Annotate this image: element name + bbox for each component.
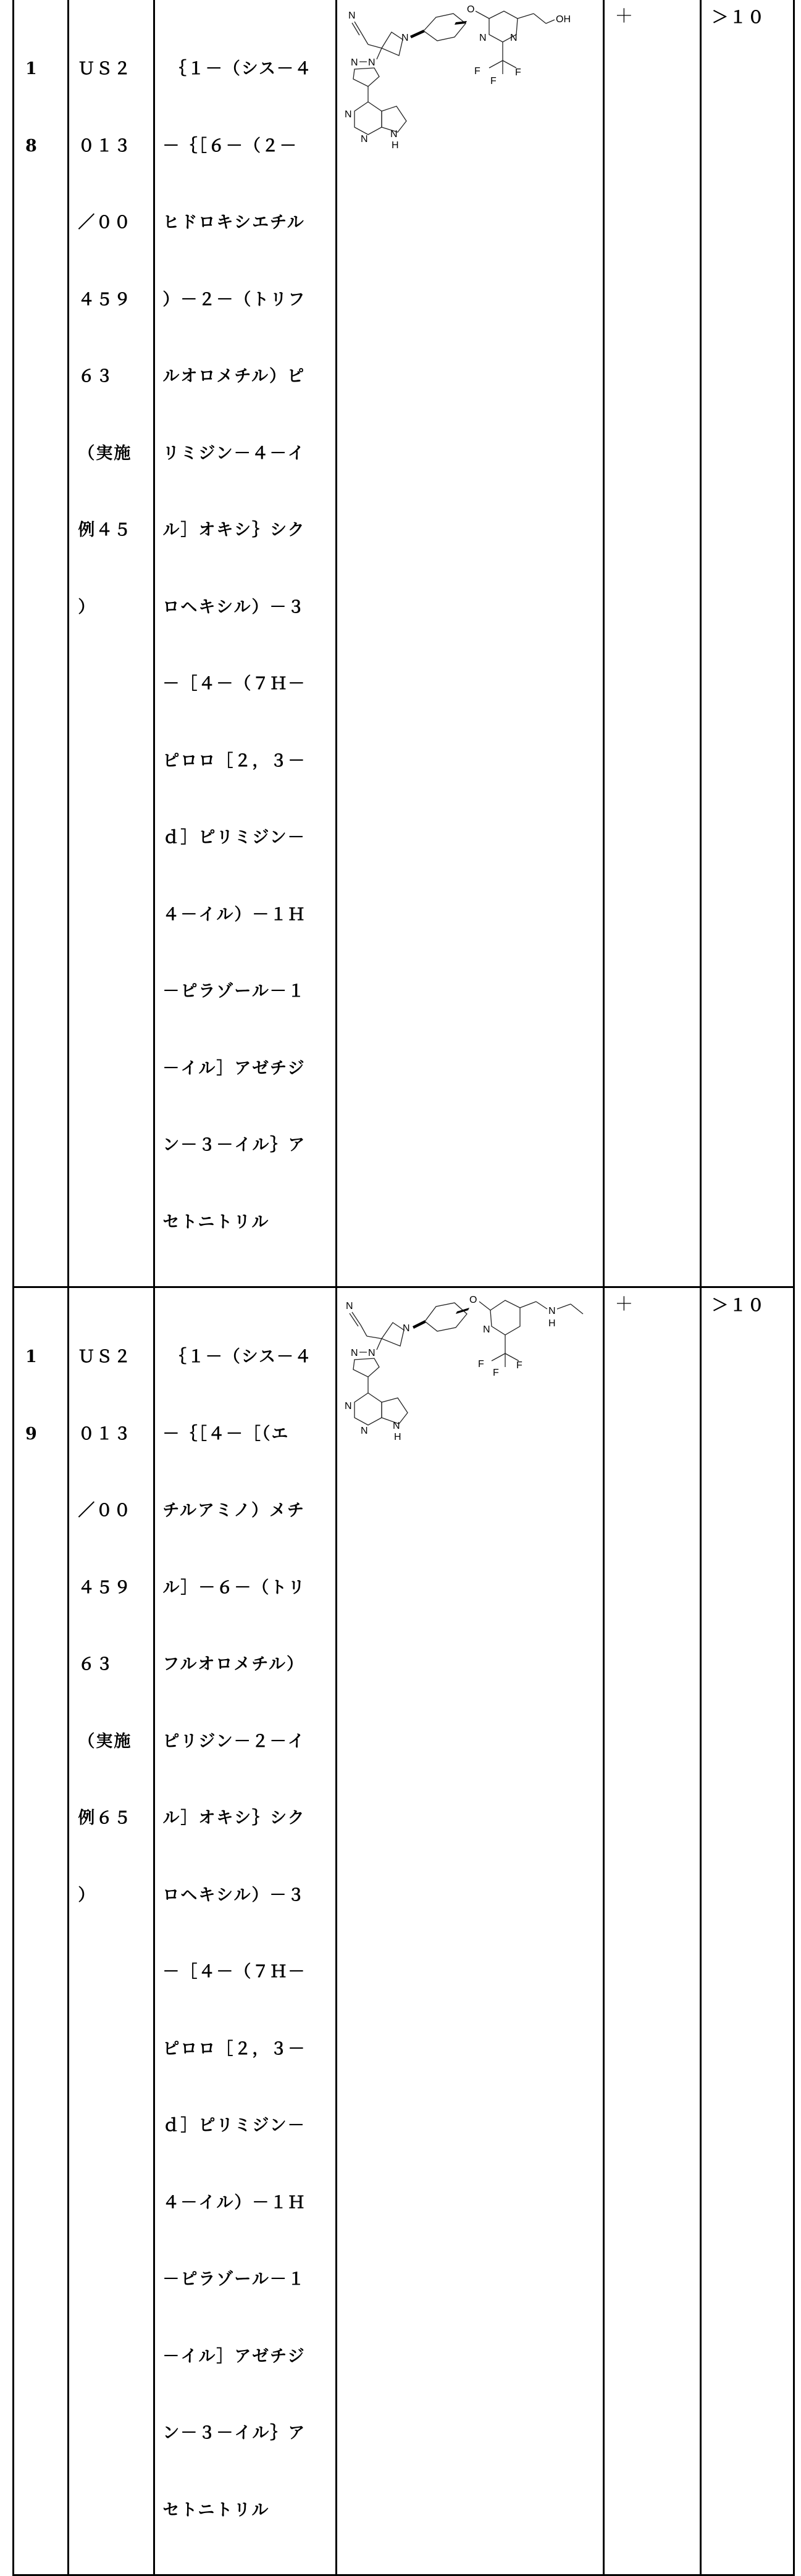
reference-line: ６３ (78, 1655, 114, 1674)
reference-line: ６３ (78, 367, 114, 386)
svg-text:F: F (478, 1359, 485, 1370)
svg-text:N: N (361, 1426, 368, 1436)
svg-text:F: F (474, 66, 481, 77)
reference-cell (69, 1287, 154, 2575)
svg-text:H: H (548, 1318, 556, 1329)
compound-name-line: －｛［６－（２－ (162, 136, 298, 156)
compound-name-line: ン－３－イル｝ア (162, 1135, 306, 1155)
reference-line: ４５９ (78, 290, 132, 309)
svg-text:N: N (346, 1301, 353, 1311)
svg-text:N: N (548, 1306, 556, 1316)
compound-name-line: ロヘキシル）－３ (162, 597, 306, 617)
svg-text:N: N (348, 10, 356, 21)
compound-name-line: －ピラゾール－１ (162, 2270, 306, 2289)
activity-a-cell: ＋ (604, 1287, 701, 2575)
compound-name-line: －｛［４－［（エ (162, 1424, 290, 1444)
compound-table (12, 0, 795, 2576)
compound-number-line: 1 (25, 1347, 38, 1366)
svg-text:N: N (351, 1348, 358, 1358)
compound-name-line: ピロロ［２，３－ (162, 751, 306, 771)
reference-line: ０１３ (78, 1424, 132, 1444)
compound-name-line: ピロロ［２，３－ (162, 2039, 306, 2059)
svg-text:N: N (479, 33, 487, 43)
svg-text:O: O (469, 1295, 477, 1305)
compound-name-line: ル］オキシ｝シク (162, 1809, 306, 1828)
svg-text:N: N (393, 1421, 400, 1431)
compound-name-line: チルアミノ）メチ (162, 1501, 306, 1520)
svg-text:H: H (394, 1432, 401, 1442)
svg-text:F: F (490, 76, 497, 86)
reference-line: ＵＳ２ (78, 1347, 132, 1366)
table-row (14, 0, 794, 1287)
reference-line: （実施 (78, 1731, 132, 1751)
svg-text:N: N (510, 33, 518, 43)
reference-line: ／００ (78, 213, 132, 232)
reference-line: ） (78, 1885, 96, 1905)
svg-text:N: N (390, 129, 398, 140)
compound-number-line: 8 (25, 136, 38, 156)
reference-line: 例６５ (78, 1809, 132, 1828)
compound-name-line: ｄ］ピリミジン－ (162, 2116, 306, 2135)
compound-name-line: セトニトリル (162, 2500, 270, 2520)
compound-number-line: 1 (25, 59, 38, 78)
svg-text:N: N (368, 1348, 375, 1358)
svg-text:OH: OH (556, 14, 571, 25)
compound-name-cell (154, 1287, 337, 2575)
compound-name-line: リミジン－４－イ (162, 443, 306, 463)
compound-name-line: ｄ］ピリミジン－ (162, 828, 306, 847)
compound-name-line: ン－３－イル｝ア (162, 2423, 306, 2443)
reference-line: ） (78, 597, 96, 617)
compound-number-line: 9 (25, 1424, 38, 1444)
svg-text:O: O (467, 4, 475, 15)
svg-text:N: N (351, 57, 358, 68)
compound-name-line: －イル］アゼチジ (162, 1058, 306, 1078)
compound-name-line: フルオロメチル） (162, 1655, 304, 1674)
chemical-structure-image (337, 1288, 603, 1449)
reference-line: 例４５ (78, 521, 132, 540)
table-row (14, 1287, 794, 2575)
reference-line: ／００ (78, 1501, 132, 1520)
structure-cell (337, 0, 604, 1287)
activity-b-cell: ＞１０ (701, 1287, 794, 2575)
compound-name-line: ルオロメチル）ピ (162, 367, 306, 386)
svg-text:N: N (345, 109, 352, 120)
compound-name-line: ４－イル）－１Ｈ (162, 905, 306, 924)
svg-text:F: F (515, 67, 522, 78)
compound-number-cell (14, 1287, 69, 2575)
reference-cell (69, 0, 154, 1287)
reference-line: ＵＳ２ (78, 59, 132, 78)
svg-text:F: F (516, 1360, 523, 1371)
structure-cell (337, 1287, 604, 2575)
svg-text:N: N (401, 33, 409, 43)
compound-number-cell (14, 0, 69, 1287)
compound-name-line: ル］－６－（トリ (162, 1578, 306, 1597)
compound-name-line: ヒドロキシエチル (162, 213, 305, 232)
svg-text:N: N (403, 1323, 410, 1334)
reference-line: ０１３ (78, 136, 132, 156)
compound-name-line: ）－２－（トリフ (162, 290, 306, 309)
svg-text:F: F (493, 1368, 500, 1378)
compound-name-line: －ピラゾール－１ (162, 982, 306, 1001)
compound-name-line: ４－イル）－１Ｈ (162, 2193, 306, 2212)
compound-name-line: ｛１－（シス－４ (162, 59, 312, 78)
activity-a-cell: ＋ (604, 0, 701, 1287)
compound-name-line: ピリジン－２－イ (162, 1731, 306, 1751)
compound-name-line: －［４－（７Ｈ－ (162, 674, 306, 693)
compound-name-line: ｛１－（シス－４ (162, 1347, 312, 1366)
compound-name-cell (154, 0, 337, 1287)
compound-name-line: －［４－（７Ｈ－ (162, 1962, 306, 1981)
compound-name-line: －イル］アゼチジ (162, 2346, 306, 2366)
svg-text:N: N (483, 1324, 490, 1335)
compound-name-line: セトニトリル (162, 1212, 270, 1232)
reference-line: （実施 (78, 443, 132, 463)
chemical-structure-image (337, 0, 603, 154)
svg-text:N: N (368, 57, 375, 68)
compound-name-line: ル］オキシ｝シク (162, 521, 306, 540)
reference-line: ４５９ (78, 1578, 132, 1597)
compound-name-line: ロヘキシル）－３ (162, 1885, 306, 1905)
svg-text:H: H (392, 140, 399, 151)
activity-b-cell: ＞１０ (701, 0, 794, 1287)
svg-text:N: N (361, 134, 368, 144)
svg-text:N: N (345, 1401, 352, 1411)
